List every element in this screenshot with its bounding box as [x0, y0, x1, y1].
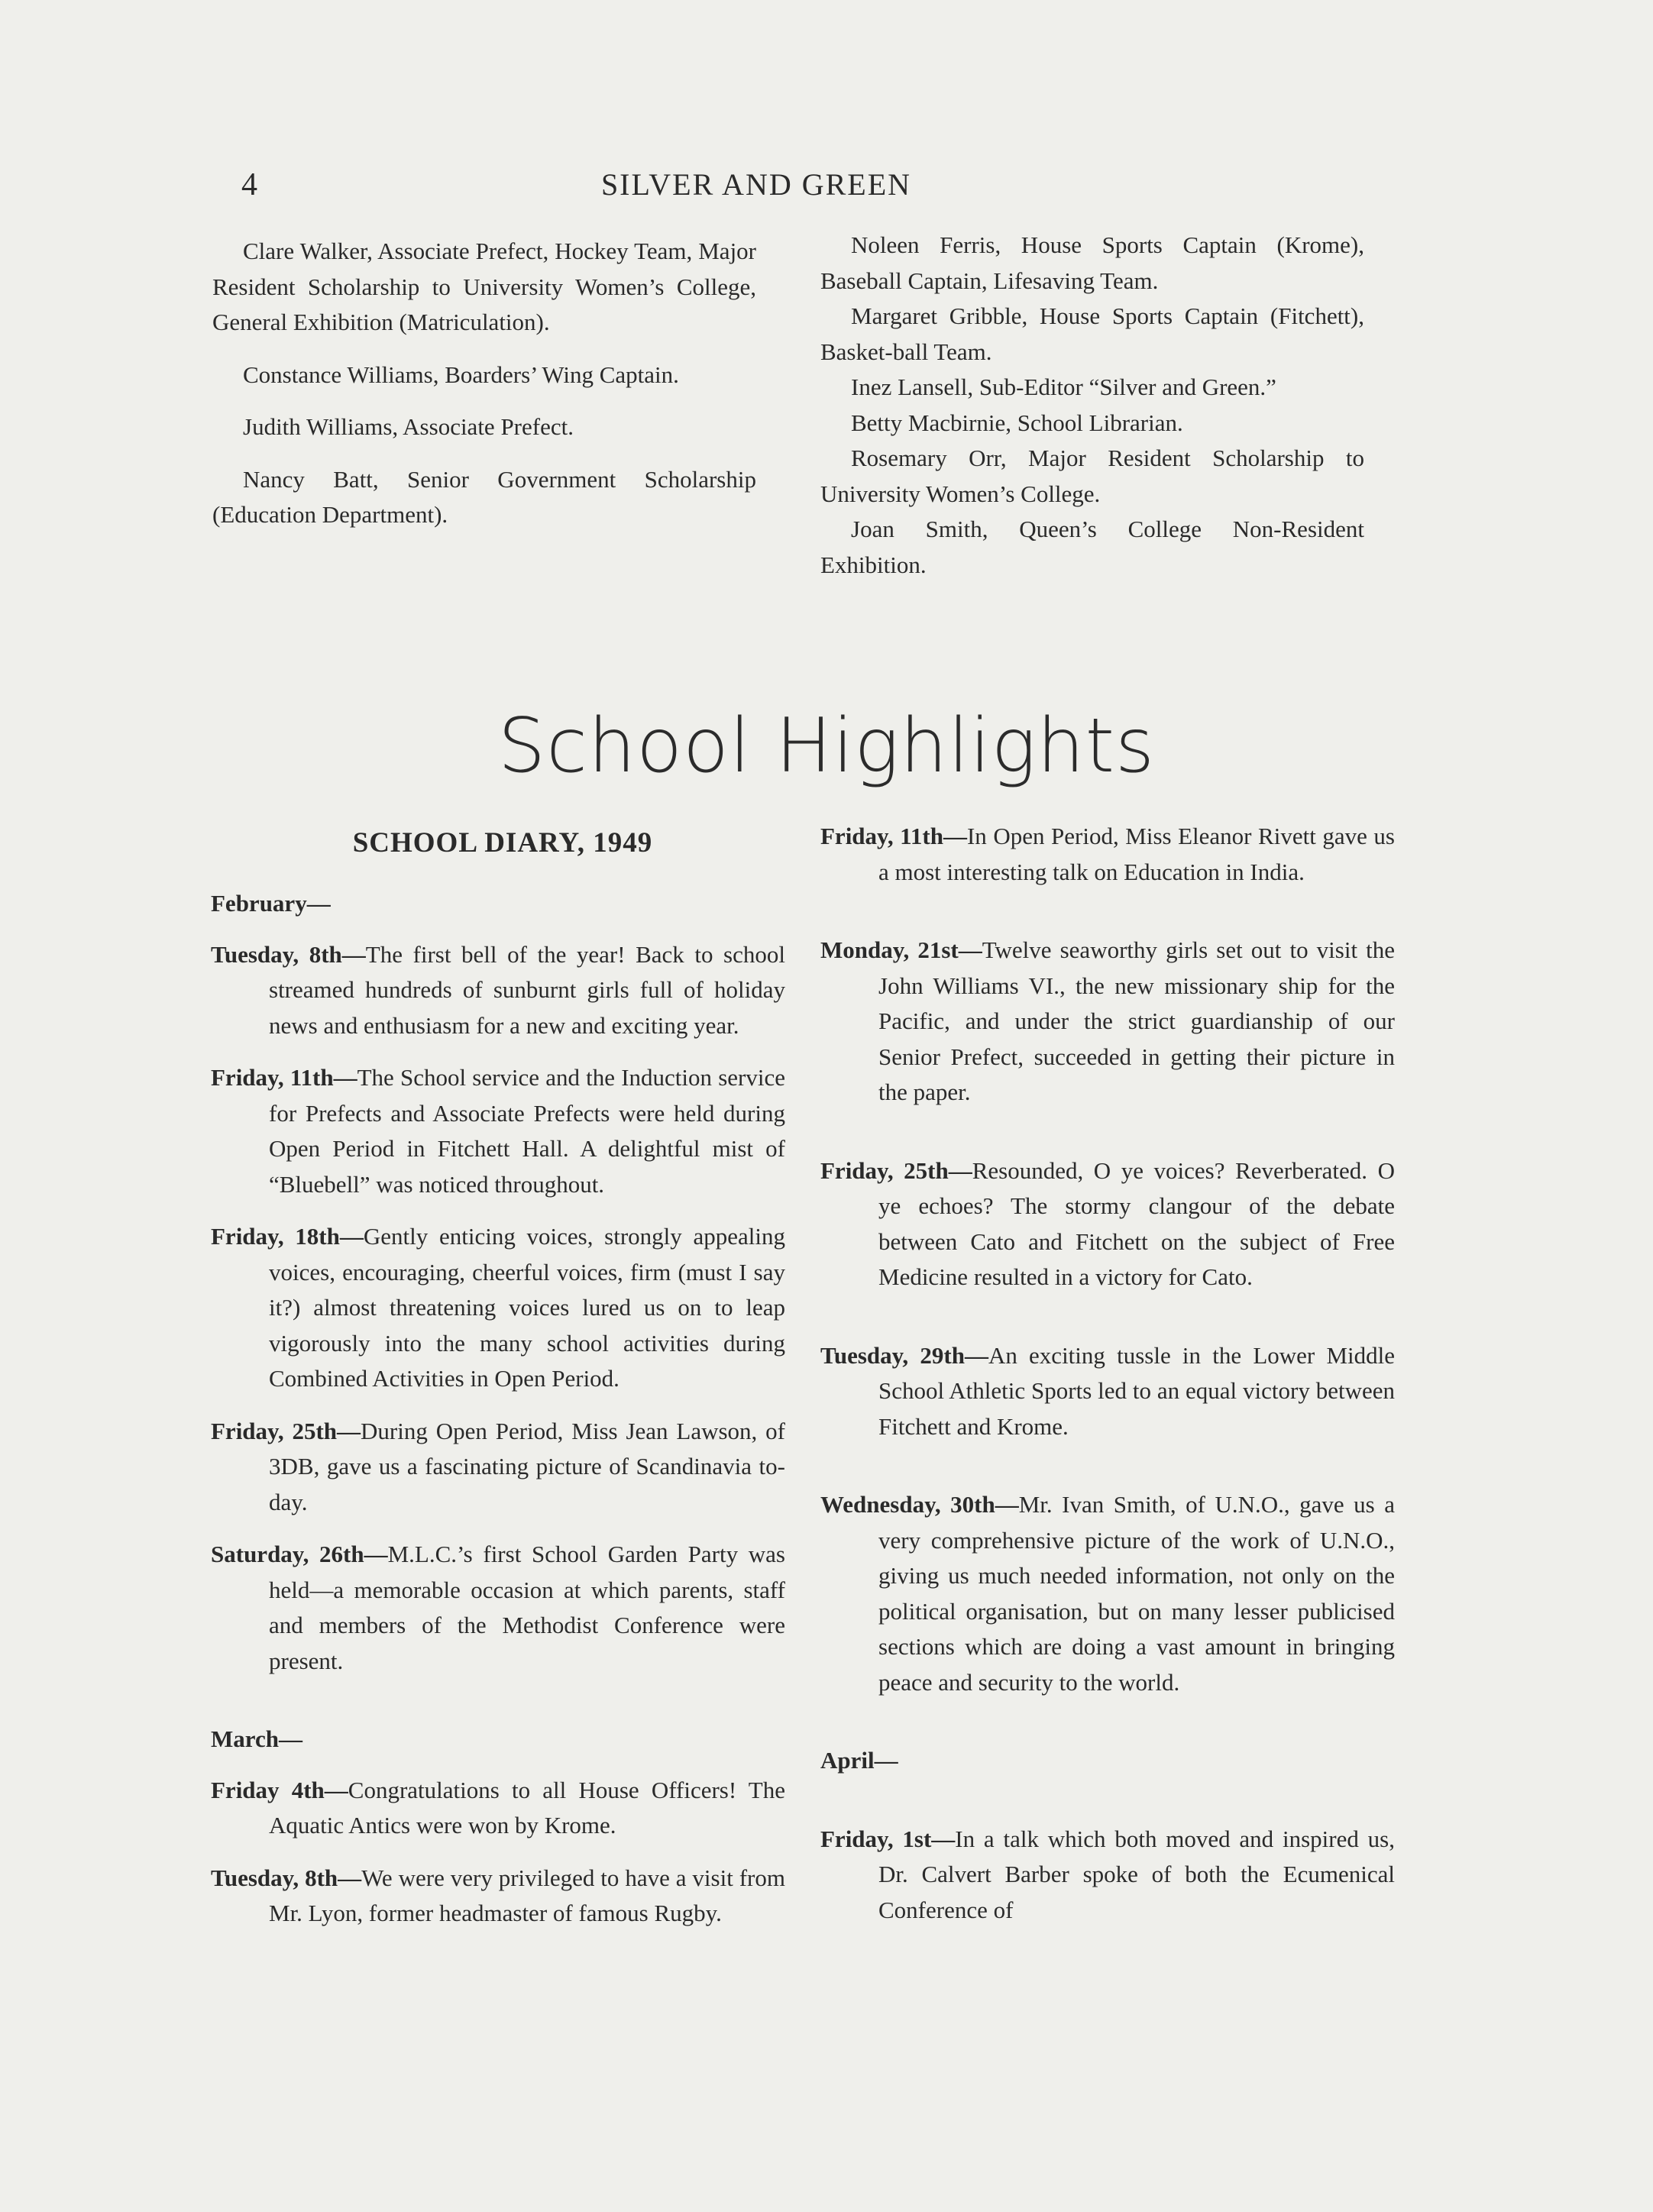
entry-text: Congratulations to all House Officers! The Aquatic Antics were won by Krome. [269, 1776, 785, 1838]
diary-entry [820, 1487, 1395, 1700]
entry-date: Tuesday, 29th— [820, 1341, 988, 1369]
entry-date: Monday, 21st— [820, 936, 982, 963]
entry-text: We were very privileged to have a visit from Mr. Lyon, former headmaster of famous Rugby. [269, 1864, 785, 1926]
entry-text: An exciting tussle in the Lower Middle School Athletic Sports led to an equal victory between Fitchett and Krome. [878, 1341, 1395, 1440]
entry-date: Friday, 25th— [820, 1156, 972, 1184]
entry-text: M.L.C.’s first School Garden Party was held—a memorable occasion at which parents, staff and members of the Methodist Conference were present. [269, 1541, 785, 1674]
entry-text: Gently enticing voices, strongly appealing voices, encouraging, cheerful voices, firm (must I say it?) almost threatening voices lured us on to leap vigorously into the many school activities during Combined Activities in Open Period. [269, 1223, 786, 1392]
prefect-entry: Rosemary Orr, Major Resident Scholarship to University Women’s College. [820, 445, 1364, 507]
entry-date: Friday, 18th— [211, 1223, 364, 1250]
diary-title: SCHOOL DIARY, 1949 [352, 827, 653, 859]
diary-entry [820, 1153, 1395, 1295]
prefect-entry: Betty Macbirnie, School Librarian. [851, 409, 1183, 436]
entry-text: Resounded, O ye voices? Reverberated. O ye echoes? The stormy clangour of the debate between Cato and Fitchett on the subject of Free Medicine resulted in a victory for Cato. [878, 1156, 1395, 1290]
entry-text: During Open Period, Miss Jean Lawson, of 3DB, gave us a fascinating picture of Scandinavia to-day. [269, 1417, 786, 1515]
entry-text: Twelve seaworthy girls set out to visit the John Williams VI., the new missionary ship for the Pacific, and under the strict guardianship of our Senior Prefect, succeeded in getting their picture in the paper. [878, 936, 1396, 1105]
diary-entry [211, 1861, 785, 1932]
entry-date: Friday, 25th— [211, 1417, 361, 1444]
month-heading-february: February— [211, 890, 331, 917]
prefect-entry: Joan Smith, Queen’s College Non-Resident Exhibition. [820, 516, 1364, 578]
diary-entry [211, 1537, 785, 1679]
entry-date: Tuesday, 8th— [211, 1864, 362, 1891]
section-title: School Highlights [497, 703, 1156, 790]
entry-date: Tuesday, 8th— [211, 940, 366, 968]
prefect-entry: Inez Lansell, Sub-Editor “Silver and Green.” [851, 374, 1276, 400]
prefects-list-left [212, 234, 756, 533]
page-header [0, 167, 1653, 212]
prefect-entry: Noleen Ferris, House Sports Captain (Krome), Baseball Captain, Lifesaving Team. [820, 231, 1364, 294]
month-heading-april: April— [820, 1747, 898, 1774]
entry-text: Mr. Ivan Smith, of U.N.O., gave us a very comprehensive picture of the work of U.N.O., giving us much needed information, not only on the political organisation, but on many lesser publicised sections which are doing a vast amount in bringing peace and security to the world. [878, 1491, 1395, 1696]
prefect-entry: Clare Walker, Associate Prefect, Hockey Team, Major Resident Scholarship to University Women’s College, General Exhibition (Matriculation). [212, 238, 756, 335]
diary-column-right [820, 819, 1395, 1928]
prefect-entry: Judith Williams, Associate Prefect. [243, 413, 574, 440]
diary-entry [820, 819, 1395, 890]
entry-date: Friday, 11th— [211, 1064, 357, 1091]
entry-text: The School service and the Induction service for Prefects and Associate Prefects were held during Open Period in Fitchett Hall. A delightful mist of “Bluebell” was noticed throughout. [269, 1064, 785, 1198]
entry-text: In a talk which both moved and inspired us, Dr. Calvert Barber spoke of both the Ecumenical Conference of [878, 1825, 1395, 1923]
entry-text: The first bell of the year! Back to school streamed hundreds of sunburnt girls full of holiday news and enthusiasm for a new and exciting year. [269, 940, 785, 1039]
prefects-list-right [820, 228, 1364, 583]
diary-entry [211, 1414, 785, 1521]
prefect-entry: Constance Williams, Boarders’ Wing Captain. [243, 361, 679, 388]
diary-column-left [211, 886, 785, 1932]
entry-date: Friday, 11th— [820, 823, 967, 849]
month-heading-march: March— [211, 1725, 302, 1752]
diary-entry [211, 1773, 785, 1844]
entry-date: Friday 4th— [211, 1776, 348, 1803]
entry-date: Wednesday, 30th— [820, 1491, 1019, 1518]
diary-entry [820, 933, 1395, 1111]
entry-date: Friday, 1st— [820, 1825, 956, 1852]
diary-entry [211, 1060, 785, 1202]
entry-date: Saturday, 26th— [211, 1541, 388, 1567]
running-title: SILVER AND GREEN [600, 167, 912, 202]
prefect-entry: Margaret Gribble, House Sports Captain (Fitchett), Basket-ball Team. [820, 302, 1364, 365]
prefect-entry: Nancy Batt, Senior Government Scholarship (Education Department). [212, 465, 756, 528]
diary-entry [820, 1338, 1395, 1445]
page-number: 4 [241, 167, 257, 202]
diary-entry [820, 1822, 1395, 1929]
diary-entry [211, 937, 785, 1044]
entry-text: In Open Period, Miss Eleanor Rivett gave us a most interesting talk on Education in India. [878, 823, 1395, 885]
diary-entry [211, 1219, 785, 1397]
